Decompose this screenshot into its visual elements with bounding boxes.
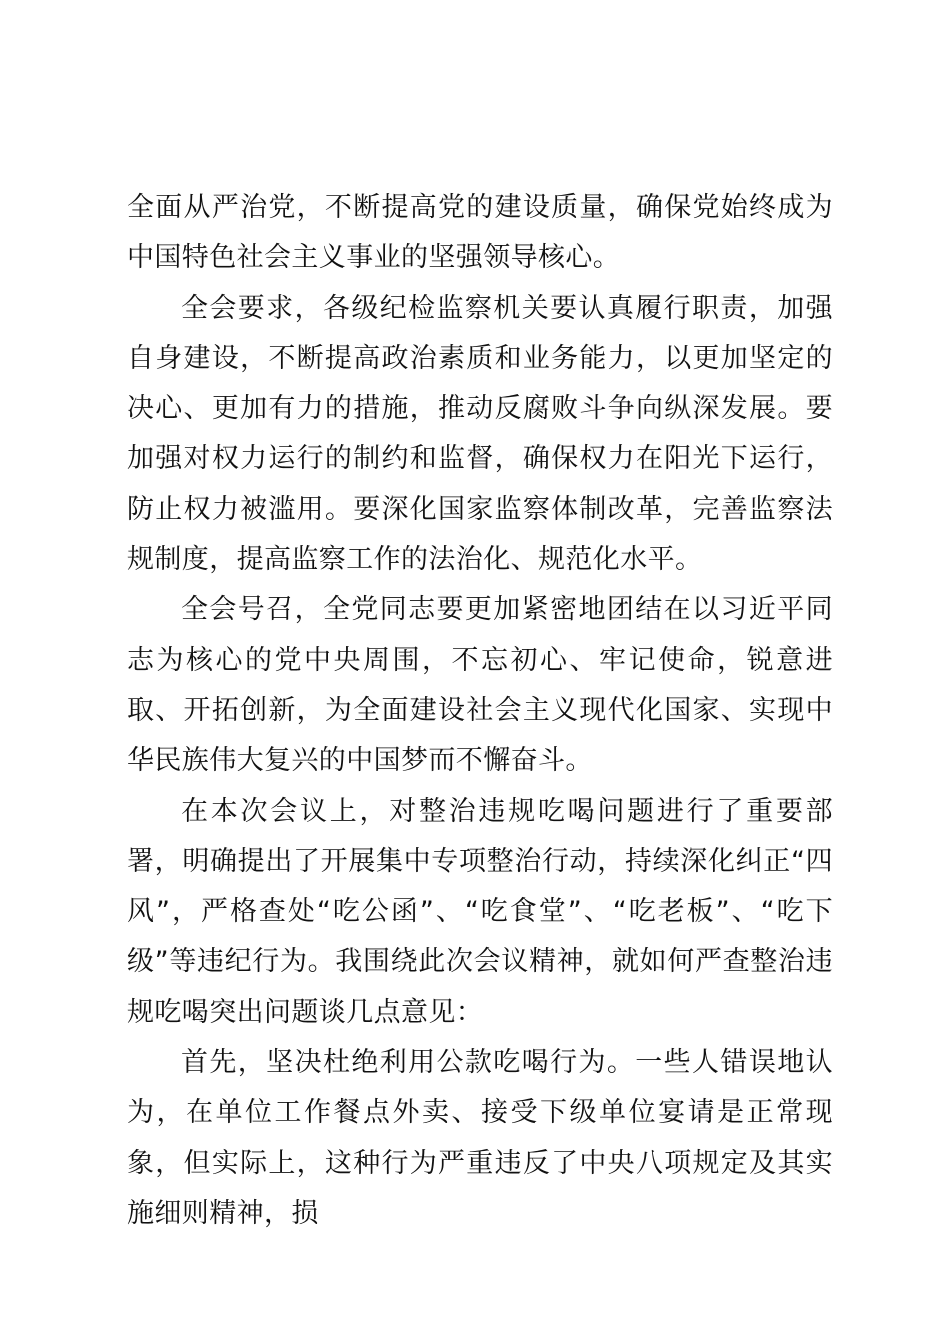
document-body bbox=[127, 183, 833, 1239]
paragraph-meeting-deployment: 在本次会议上，对整治违规吃喝问题进行了重要部署，明确提出了开展集中专项整治行动，持续深化纠正“四风”，严格查处“吃公函”、“吃食堂”、“吃老板”、“吃下级”等违纪行为。我围绕此次会议精神，就如何严查整治违规吃喝突出问题谈几点意见： bbox=[127, 795, 833, 1028]
paragraph-first-point: 首先，坚决杜绝利用公款吃喝行为。一些人错误地认为，在单位工作餐点外卖、接受下级单位宴请是正常现象，但实际上，这种行为严重违反了中央八项规定及其实施细则精神，损 bbox=[127, 1047, 833, 1229]
paragraph-plenum-call: 全会号召，全党同志要更加紧密地团结在以习近平同志为核心的党中央周围，不忘初心、牢记使命，锐意进取、开拓创新，为全面建设社会主义现代化国家、实现中华民族伟大复兴的中国梦而不懈奋斗。 bbox=[127, 594, 833, 777]
paragraph-plenum-requirements: 全会要求，各级纪检监察机关要认真履行职责，加强自身建设，不断提高政治素质和业务能力，以更加坚定的决心、更加有力的措施，推动反腐败斗争向纵深发展。要加强对权力运行的制约和监督，确保权力在阳光下运行，防止权力被滥用。要深化国家监察体制改革，完善监察法规制度，提高监察工作的法治化、规范化水平。 bbox=[127, 292, 833, 576]
paragraph-continuation: 全面从严治党，不断提高党的建设质量，确保党始终成为中国特色社会主义事业的坚强领导核心。 bbox=[127, 192, 833, 274]
